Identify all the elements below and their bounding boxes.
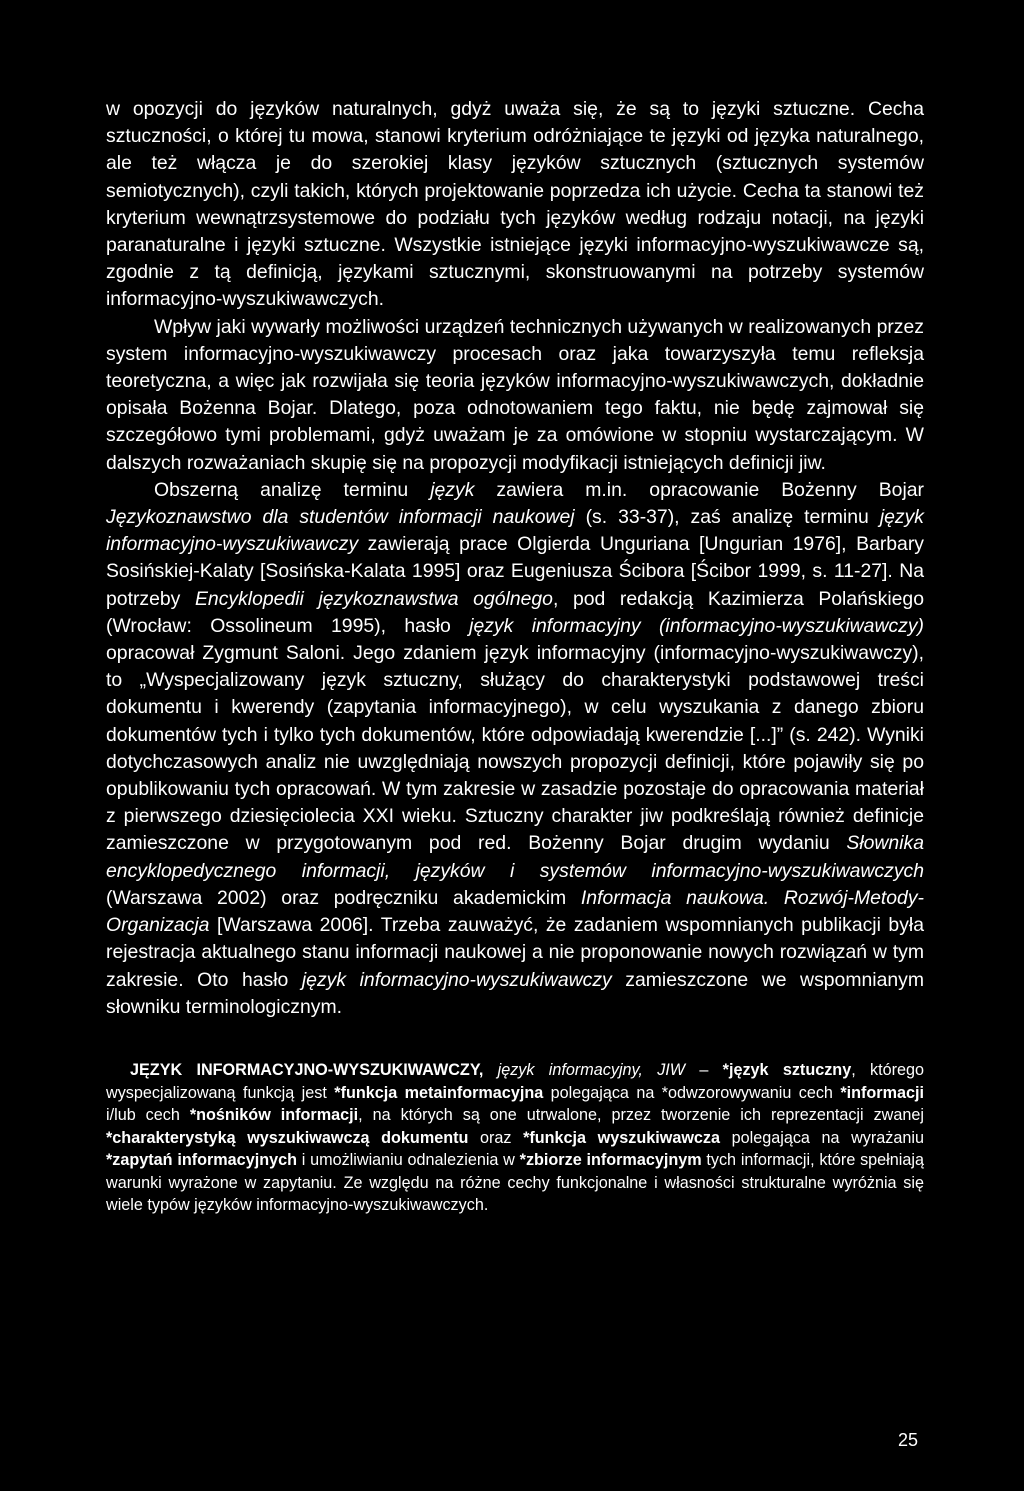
- definition-text-run: , na których są one utrwalone, przez tworzenie ich reprezentacji zwanej: [358, 1106, 924, 1125]
- p3-text-run: Informacja naukowa. Rozwój-Metody-Organizacja: [106, 886, 924, 937]
- definition-text-run: , którego wyspecjalizowaną funkcją jest: [106, 1060, 924, 1102]
- paragraph-3: [106, 477, 924, 1021]
- definition-text-run: *język sztuczny: [722, 1060, 852, 1079]
- p3-text-run: zamieszczone we wspomnianym słowniku terminologicznym.: [106, 968, 924, 1018]
- p3-text-run: język informacyjno-wyszukiwawczy: [106, 506, 924, 556]
- p3-text-run: (s. 33-37), zaś analizę terminu: [574, 506, 880, 529]
- p3-text-run: [Warszawa 2006]. Trzeba zauważyć, że zadaniem wspomnianych publikacji była rejestracja aktualnego stanu informacji naukowej a nie proponowanie nowych rozwiązań w tym zakresie. Oto hasło: [106, 914, 924, 991]
- definition-text-run: język informacyjny, JIW: [483, 1060, 686, 1079]
- p3-text-run: zawierają prace Olgierda Unguriana [Ungurian 1976], Barbary Sosińskiej-Kalaty [Sosińska-Kalata 1995] oraz Eugeniusza Ścibora [Ścibor 1999, s. 11-27]. Na potrzeby: [106, 533, 924, 610]
- p3-text-run: język: [430, 478, 475, 501]
- definition-text-run: *funkcja metainformacyjna: [334, 1083, 544, 1102]
- p3-text-run: (Warszawa 2002) oraz podręczniku akademickim: [106, 886, 581, 909]
- definition-text-run: *nośników informacji: [189, 1106, 359, 1125]
- paragraph-1: [106, 96, 924, 314]
- definition-text-run: i/lub cech: [106, 1106, 190, 1125]
- definition-text-run: tych informacji, które spełniają warunki wyrażone w zapytaniu. Ze względu na różne cechy funkcjonalne i własności strukturalne wyróżnia się wiele typów języków informacyjno-wyszukiwawczych.: [106, 1151, 924, 1215]
- definition-text-run: *zbiorze informacyjnym: [519, 1151, 702, 1170]
- page-body: [106, 96, 924, 1217]
- definition-text-run: *zapytań informacyjnych: [106, 1151, 297, 1170]
- p3-text-run: Encyklopedii językoznawstwa ogólnego: [194, 587, 553, 610]
- p3-text-run: język informacyjno-wyszukiwawczy: [301, 968, 612, 991]
- definition-text-run: –: [685, 1060, 723, 1079]
- p3-text-run: Słownika encyklopedycznego informacji, języków i systemów informacyjno-wyszukiwawczych: [106, 832, 924, 882]
- p3-text-run: język informacyjny (informacyjno-wyszukiwawczy): [469, 614, 924, 637]
- p3-text-run: Językoznawstwo dla studentów informacji naukowej: [106, 506, 575, 529]
- definition-text-run: oraz: [468, 1128, 524, 1147]
- definition-text-run: *informacji: [840, 1083, 925, 1102]
- p3-text-run: Obszerną analizę terminu: [154, 478, 431, 501]
- definition-text-run: *charakterystyką wyszukiwawczą dokumentu: [106, 1128, 469, 1147]
- page-number: 25: [897, 1430, 918, 1450]
- p3-text-run: opracował Zygmunt Saloni. Jego zdaniem język informacyjny (informacyjno-wyszukiwawczy), to „Wyspecjalizowany język sztuczny, służący do charakterystyki podstawowej treści dokumentu i kwerendy (zapytania informacyjnego), w celu wyszukania z danego zbioru dokumentów tych i tylko tych dokumentów, które odpowiadają kwerendzie [...]” (s. 242). Wyniki dotychczasowych analiz nie uwzględniają nowszych propozycji definicji, które pojawiły się po opublikowaniu tych opracowań. W tym zakresie w zasadzie pozostaje do opracowania materiał z pierwszego dziesięciolecia XXI wieku. Sztuczny charakter jiw podkreślają również definicje zamieszczone w przygotowanym pod red. Bożenny Bojar drugim wydaniu: [106, 642, 924, 855]
- definition-text-run: polegająca na wyrażaniu: [720, 1128, 924, 1147]
- p3-text-run: , pod redakcją Kazimierza Polańskiego (Wrocław: Ossolineum 1995), hasło: [106, 587, 924, 637]
- definition-text-run: polegająca na *odwzorowywaniu cech: [543, 1083, 841, 1102]
- p2-text-run: Wpływ jaki wywarły możliwości urządzeń technicznych używanych w realizowanych przez system informacyjno-wyszukiwawczy procesach oraz jaka towarzyszyła temu refleksja teoretyczna, a więc jak rozwijała się teoria języków informacyjno-wyszukiwawczych, dokładnie opisała Bożenna Bojar. Dlatego, poza odnotowaniem tego faktu, nie będę zajmował się szczegółowo tymi problemami, gdyż uważam je za omówione w stopniu wystarczającym. W dalszych rozważaniach skupię się na propozycji modyfikacji istniejących definicji jiw.: [106, 315, 924, 474]
- p3-text-run: zawiera m.in. opracowanie Bożenny Bojar: [474, 478, 924, 501]
- definition-text-run: JĘZYK INFORMACYJNO-WYSZUKIWAWCZY,: [130, 1060, 484, 1079]
- definition-text-run: *funkcja wyszukiwawcza: [523, 1128, 721, 1147]
- p1-text-run: w opozycji do języków naturalnych, gdyż uważa się, że są to języki sztuczne. Cecha sztuczności, o której tu mowa, stanowi kryterium odróżniające te języki od języka naturalnego, ale też włącza je do szerokiej klasy języków sztucznych (sztucznych systemów semiotycznych), czyli takich, których projektowanie poprzedza ich użycie. Cecha ta stanowi też kryterium wewnątrzsystemowe do podziału tych języków według rodzaju notacji, na języki paranaturalne i języki sztuczne. Wszystkie istniejące języki informacyjno-wyszukiwawcze są, zgodnie z tą definicją, językami sztucznymi, skonstruowanymi na potrzeby systemów informacyjno-wyszukiwawczych.: [106, 98, 924, 311]
- dictionary-definition: [106, 1059, 924, 1217]
- definition-text-run: i umożliwianiu odnalezienia w: [296, 1151, 520, 1170]
- paragraph-2: [106, 314, 924, 477]
